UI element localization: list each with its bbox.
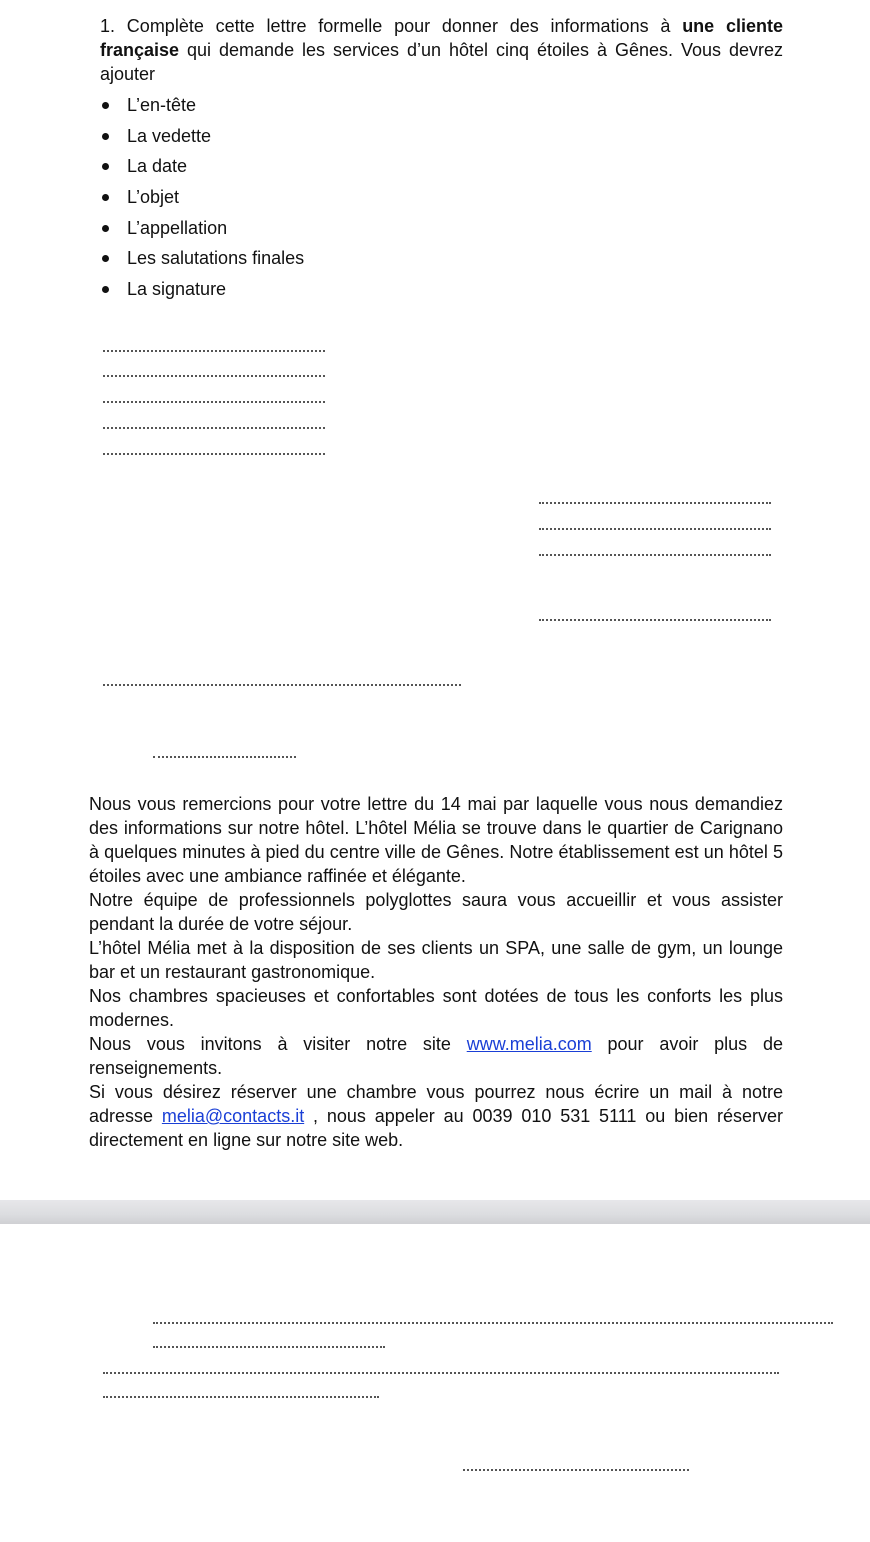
subject-blank-line[interactable] xyxy=(103,684,461,686)
list-item-label: L’en-tête xyxy=(127,95,197,115)
header-blank-line-4[interactable] xyxy=(103,427,325,429)
letter-paragraph-6 xyxy=(89,1080,783,1152)
list-item-label: L’objet xyxy=(127,187,180,208)
email-link[interactable]: melia@contacts.it xyxy=(161,1106,305,1126)
letter-paragraph-4: Nos chambres spacieuses et confortables sont dotées de tous les conforts les plus modernes. xyxy=(89,986,783,1030)
letter-paragraph-1: Nous vous remercions pour votre lettre du 14 mai par laquelle vous nous demandiez des informations sur notre hôtel. L’hôtel Mélia se trouve dans le quartier de Carignano à quelques minutes à pied du centre ville de Gênes. Notre établissement est un hôtel 5 étoiles avec une ambiance raffinée et élégante. xyxy=(89,794,783,886)
page-separator xyxy=(0,1200,870,1224)
elements-list xyxy=(100,90,304,305)
closing-blank-line-3[interactable] xyxy=(103,1372,779,1374)
list-item-label: Les salutations finales xyxy=(127,248,305,269)
header-blank-line-5[interactable] xyxy=(103,453,325,455)
instruction-bold-text: une cliente française xyxy=(100,16,784,60)
bullet-icon xyxy=(102,225,109,232)
bullet-icon xyxy=(102,194,109,201)
recipient-blank-line-3[interactable] xyxy=(539,554,771,556)
bullet-icon xyxy=(102,133,109,140)
closing-blank-line-4[interactable] xyxy=(103,1396,379,1398)
list-item xyxy=(100,213,304,244)
letter-paragraph-3: L’hôtel Mélia met à la disposition de ses clients un SPA, une salle de gym, un lounge bar et un restaurant gastronomique. xyxy=(89,938,783,982)
signature-blank-line[interactable] xyxy=(463,1469,689,1471)
website-link[interactable]: www.melia.com xyxy=(466,1034,592,1054)
list-item-label: L’appellation xyxy=(127,217,228,238)
header-blank-line-3[interactable] xyxy=(103,401,325,403)
closing-blank-line-2[interactable] xyxy=(153,1346,385,1348)
list-item xyxy=(100,121,304,152)
paragraph-6-text-end: , nous appeler au 0039 010 531 5111 ou bien réserver directement en ligne sur notre site web. xyxy=(89,1106,783,1150)
list-item xyxy=(100,90,304,121)
list-item xyxy=(100,274,304,305)
list-item-label: La signature xyxy=(127,279,227,300)
header-blank-line-1[interactable] xyxy=(103,350,325,352)
bullet-icon xyxy=(102,255,109,262)
date-blank-line[interactable] xyxy=(539,619,771,621)
salutation-blank-line[interactable] xyxy=(153,756,296,758)
header-blank-line-2[interactable] xyxy=(103,375,325,377)
instruction-text-end: qui demande les services d’un hôtel cinq étoiles à Gênes. Vous devrez ajouter xyxy=(100,40,783,84)
list-item xyxy=(100,182,304,213)
list-item-label: La vedette xyxy=(127,125,212,146)
letter-paragraph-2: Notre équipe de professionnels polyglottes saura vous accueillir et vous assister pendant la durée de votre séjour. xyxy=(89,890,783,934)
letter-body xyxy=(89,792,783,1152)
paragraph-6-text-start: Si vous désirez réserver une chambre vous pourrez nous écrire un mail à notre adresse xyxy=(89,1082,783,1126)
closing-blank-line-1[interactable] xyxy=(153,1322,833,1324)
bullet-icon xyxy=(102,286,109,293)
worksheet-page-2 xyxy=(0,1224,870,1542)
bullet-icon xyxy=(102,102,109,109)
list-item-label: La date xyxy=(127,156,188,177)
paragraph-5-text-end: pour avoir plus de renseignements. xyxy=(89,1034,783,1078)
paragraph-5-text-start: Nous vous invitons à visiter notre site xyxy=(89,1034,467,1054)
list-item xyxy=(100,151,304,182)
recipient-blank-line-1[interactable] xyxy=(539,502,771,504)
list-item xyxy=(100,243,304,274)
letter-paragraph-5 xyxy=(89,1032,783,1080)
exercise-instruction xyxy=(100,14,783,86)
instruction-text-start: 1. Complète cette lettre formelle pour donner des informations à xyxy=(100,16,683,36)
bullet-icon xyxy=(102,163,109,170)
recipient-blank-line-2[interactable] xyxy=(539,528,771,530)
